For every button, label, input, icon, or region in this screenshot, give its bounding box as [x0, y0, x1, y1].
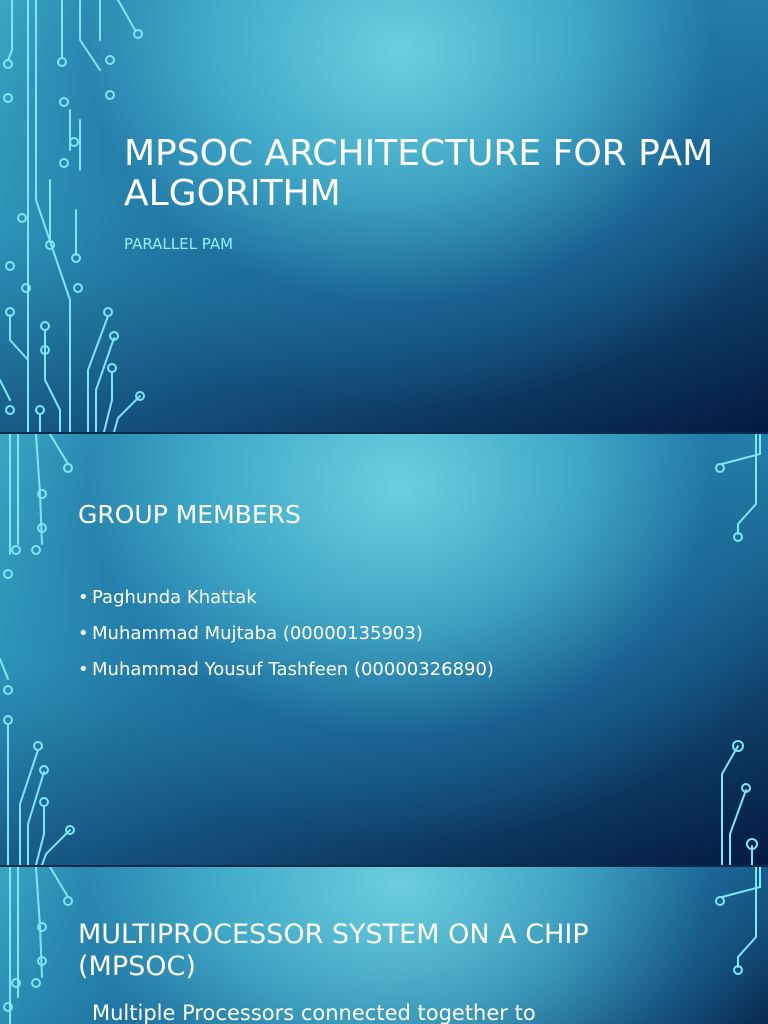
- slide-title: MPSOC ARCHITECTURE FOR PAM ALGORITHM: [124, 133, 714, 214]
- circuit-decoration-icon: [700, 434, 768, 865]
- bullet-icon: •: [78, 587, 89, 608]
- slide-2: [0, 434, 768, 865]
- list-item: • Muhammad Mujtaba (00000135903): [78, 616, 494, 652]
- bullet-icon: •: [78, 659, 89, 680]
- list-item: • Muhammad Yousuf Tashfeen (00000326890): [78, 652, 494, 688]
- slide-3: [0, 867, 768, 1024]
- slide-1: [0, 0, 768, 432]
- circuit-decoration-icon: [0, 0, 150, 432]
- circuit-decoration-icon: [700, 867, 768, 1024]
- list-item: • Paghunda Khattak: [78, 580, 494, 616]
- circuit-decoration-icon: [0, 867, 80, 1024]
- member-list: [78, 580, 494, 688]
- slide-body-text: Multiple Processors connected together to: [92, 1001, 536, 1024]
- slide-title: GROUP MEMBERS: [78, 500, 301, 529]
- circuit-decoration-icon: [0, 434, 80, 865]
- bullet-icon: •: [78, 623, 89, 644]
- slide-subtitle: PARALLEL PAM: [124, 235, 234, 253]
- slide-title: MULTIPROCESSOR SYSTEM ON A CHIP (MPSOC): [78, 919, 589, 982]
